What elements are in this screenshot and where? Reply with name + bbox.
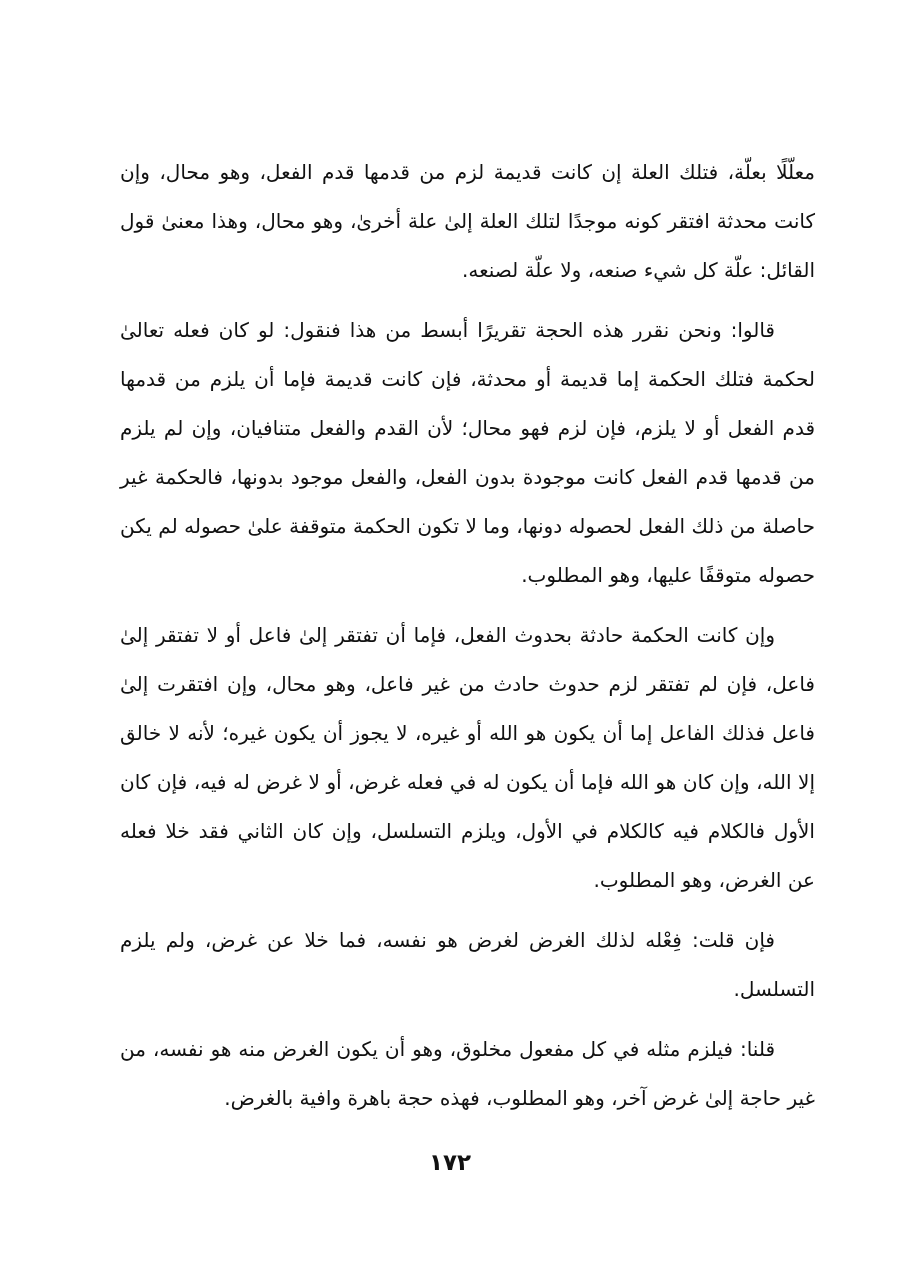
paragraph-3: وإن كانت الحكمة حادثة بحدوث الفعل، فإما أن تفتقر إلىٰ فاعل أو لا تفتقر إلىٰ فاعل، فإن لم تفتقر لزم حدوث حادث من غير فاعل، وهو محال، وإن افتقرت إلىٰ فاعل فذلك الفاعل إما أن يكون هو الله أو غيره، لا يجوز أن يكون غيره؛ لأنه لا خالق إلا الله، وإن كان هو الله فإما أن يكون له في فعله غرض، أو لا غرض له فيه، فإن كان الأول فالكلام فيه كالكلام في الأول، ويلزم التسلسل، وإن كان الثاني فقد خلا فعله عن الغرض، وهو المطلوب. <box>120 623 815 892</box>
paragraph-2: قالوا: ونحن نقرر هذه الحجة تقريرًا أبسط من هذا فنقول: لو كان فعله تعالىٰ لحكمة فتلك الحكمة إما قديمة أو محدثة، فإن كانت قديمة فإما أن يلزم من قدمها قدم الفعل أو لا يلزم، فإن لزم فهو محال؛ لأن القدم والفعل متنافيان، وإن لم يلزم من قدمها قدم الفعل كانت موجودة بدون الفعل، والفعل موجود بدونها، فالحكمة غير حاصلة من ذلك الفعل لحصوله دونها، وما لا تكون الحكمة متوقفة علىٰ حصوله لم يكن حصوله متوقفًا عليها، وهو المطلوب. <box>120 318 815 587</box>
paragraph-5: قلنا: فيلزم مثله في كل مفعول مخلوق، وهو أن يكون الغرض منه هو نفسه، من غير حاجة إلىٰ غرض آخر، وهو المطلوب، فهذه حجة باهرة وافية بالغرض. <box>120 1037 815 1110</box>
paragraph-1: معلّلًا بعلّة، فتلك العلة إن كانت قديمة لزم من قدمها قدم الفعل، وهو محال، وإن كانت محدثة افتقر كونه موجدًا لتلك العلة إلىٰ علة أخرىٰ، وهو محال، وهذا معنىٰ قول القائل: علّة كل شيء صنعه، ولا علّة لصنعه. <box>120 160 815 282</box>
page-body <box>120 148 815 1123</box>
paragraph-4: فإن قلت: فِعْله لذلك الغرض لغرض هو نفسه، فما خلا عن غرض، ولم يلزم التسلسل. <box>120 928 815 1001</box>
page-number: ١٧٢ <box>428 1150 472 1176</box>
